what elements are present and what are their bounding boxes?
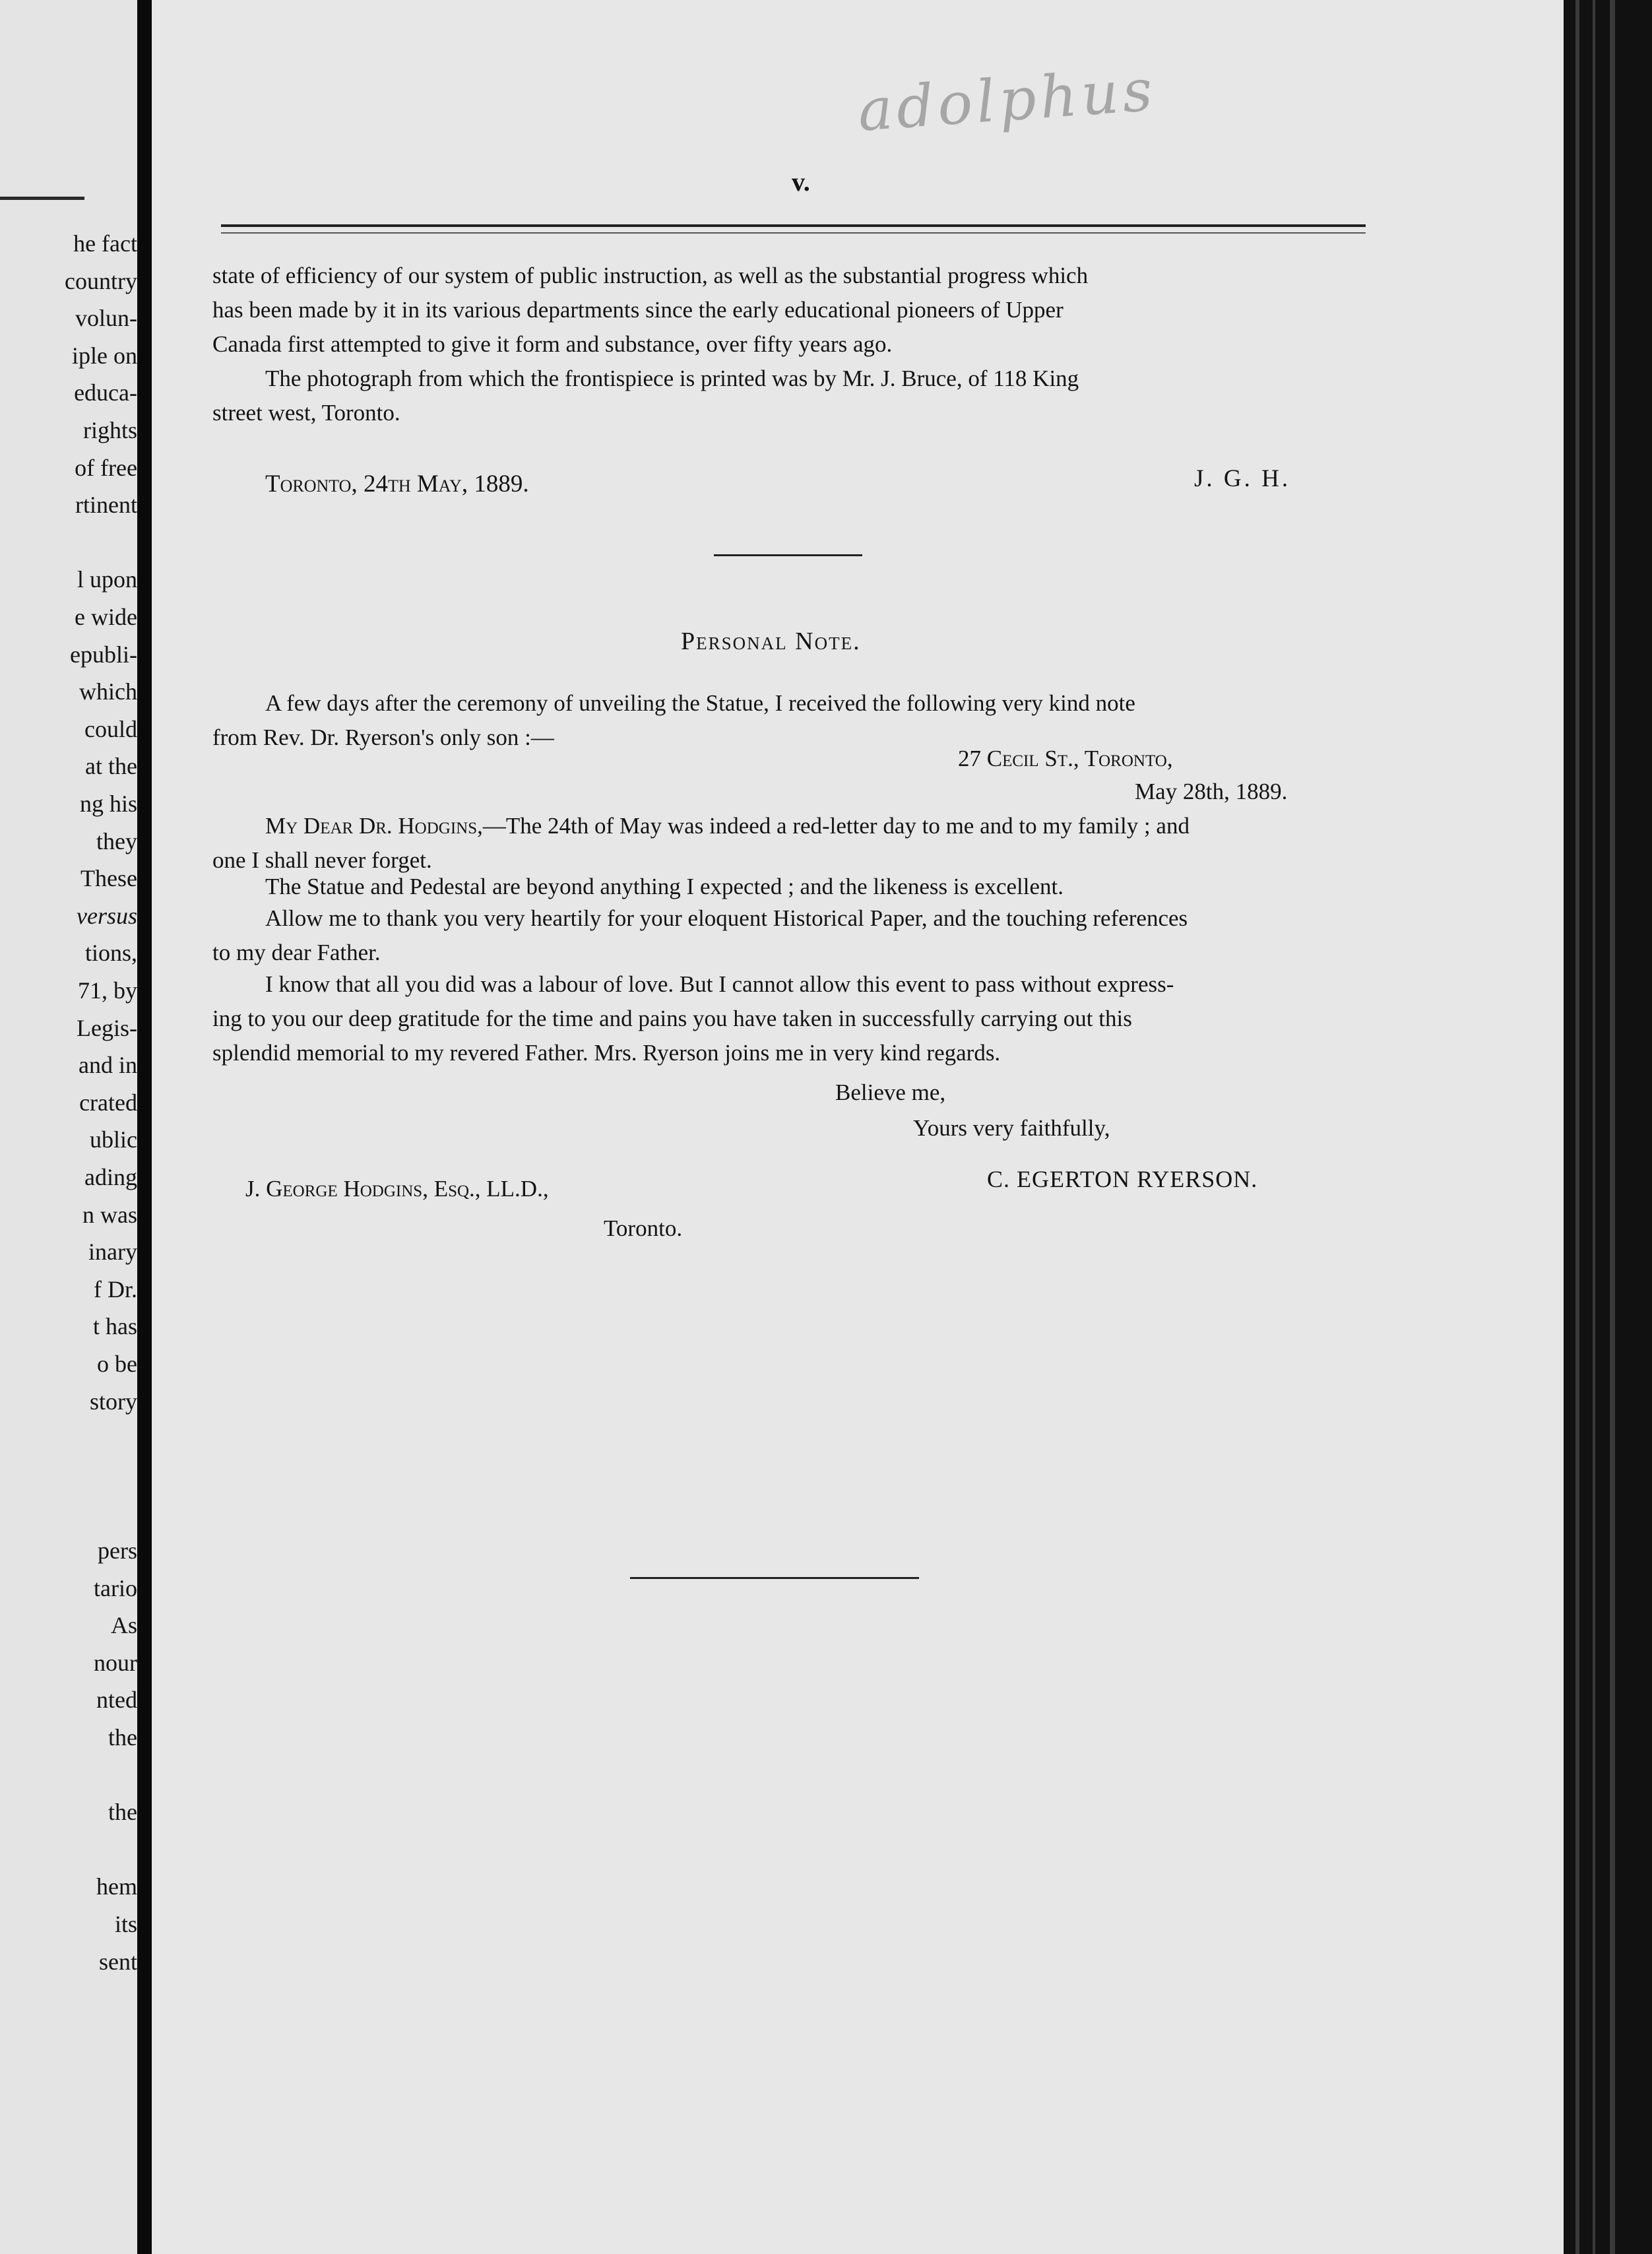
facing-page-line: rtinent: [75, 492, 137, 519]
facing-page-line: iple on: [72, 342, 137, 369]
text-line: to my dear Father.: [212, 940, 381, 965]
text-line: ing to you our deep gratitude for the time and pains you have taken in successfully carrying out this: [212, 1006, 1132, 1031]
facing-page-line: nour: [94, 1649, 137, 1676]
header-rule-thin: [221, 232, 1366, 234]
text-line: one I shall never forget.: [212, 847, 432, 873]
header-rule: [221, 224, 1366, 227]
letter-recipient: J. George Hodgins, Esq., LL.D.,: [245, 1176, 549, 1202]
facing-page-line: ublic: [90, 1126, 137, 1153]
facing-page-line: of free: [75, 454, 137, 481]
intro-paragraph: [212, 686, 1380, 755]
letter-paragraph-3: [212, 901, 1380, 970]
facing-page-line: he fact: [73, 230, 137, 257]
facing-page-line: tions,: [84, 940, 137, 967]
facing-page-line: e wide: [75, 604, 137, 630]
facing-page-line: rights: [82, 417, 137, 443]
text-line: I know that all you did was a labour of love. But I cannot allow this event to pass without express-: [265, 971, 1174, 997]
page-edge: [1564, 0, 1652, 2254]
facing-page-fragment: [0, 0, 137, 2254]
section-heading: Personal Note.: [681, 628, 861, 655]
letter-closing: Believe me,: [835, 1079, 946, 1105]
facing-page-line: As: [110, 1612, 137, 1639]
facing-page-line: the: [108, 1799, 137, 1826]
preface-place-date: Toronto, 24th May, 1889.: [265, 470, 529, 498]
facing-page-line: its: [114, 1911, 137, 1937]
facing-page-line: 71, by: [78, 977, 137, 1004]
facing-page-line: n was: [82, 1201, 137, 1228]
facing-page-line: versus: [77, 902, 137, 929]
facing-page-line: ading: [84, 1164, 137, 1190]
facing-page-line: epubli-: [70, 641, 137, 668]
facing-page-rule: [0, 197, 84, 200]
facing-page-line: These: [80, 865, 137, 892]
handwritten-annotation: adolphus: [855, 55, 1159, 145]
facing-page-line: pers: [98, 1537, 137, 1564]
text-line: My Dear Dr. Hodgins,—The 24th of May was indeed a red-letter day to me and to my family ; and: [265, 813, 1190, 839]
text-line: street west, Toronto.: [212, 400, 400, 426]
facing-page-line: and in: [79, 1052, 137, 1079]
facing-page-line: crated: [79, 1089, 137, 1116]
letter-paragraph-1: [212, 809, 1380, 878]
facing-page-line: f Dr.: [94, 1275, 137, 1303]
salutation: My Dear Dr. Hodgins,: [265, 813, 483, 839]
letter-paragraph-4: [212, 967, 1380, 1070]
letter-date: May 28th, 1889.: [1135, 779, 1288, 804]
facing-page-line: o be: [97, 1351, 137, 1377]
book-gutter: [137, 0, 152, 2254]
facing-page-line: tario: [94, 1574, 137, 1601]
text-line: from Rev. Dr. Ryerson's only son :—: [212, 724, 554, 750]
text-line: Allow me to thank you very heartily for your eloquent Historical Paper, and the touching references: [265, 905, 1188, 931]
letter-paragraph-2: [212, 870, 1380, 904]
facing-page-line: l upon: [77, 566, 137, 593]
facing-page-line: volun-: [75, 305, 137, 332]
preface-paragraph: [212, 259, 1380, 362]
end-divider: [630, 1577, 919, 1579]
text-line: A few days after the ceremony of unveiling the Statue, I received the following very kind note: [265, 690, 1135, 716]
photo-credit-paragraph: [212, 362, 1380, 430]
facing-page-line: inary: [88, 1239, 137, 1266]
facing-page-line: which: [79, 678, 137, 705]
preface-initials: J. G. H.: [1194, 465, 1291, 492]
facing-page-line: they: [96, 827, 137, 854]
facing-page-line: the: [108, 1724, 137, 1751]
text-line: Canada first attempted to give it form and substance, over fifty years ago.: [212, 331, 893, 357]
text-line: has been made by it in its various departments since the early educational pioneers of Upper: [212, 297, 1064, 323]
text-line: The Statue and Pedestal are beyond anything I expected ; and the likeness is excellent.: [265, 874, 1064, 899]
letter-closing: Yours very faithfully,: [913, 1115, 1110, 1141]
facing-page-line: country: [65, 267, 137, 294]
facing-page-line: Legis-: [77, 1014, 137, 1041]
text-line: state of efficiency of our system of public instruction, as well as the substantial progress which: [212, 263, 1089, 288]
letter-address: 27 Cecil St., Toronto,: [958, 746, 1173, 771]
facing-page-line: educa-: [74, 379, 137, 406]
page-number: v.: [792, 167, 810, 197]
text-line: The photograph from which the frontispiece is printed was by Mr. J. Bruce, of 118 King: [265, 366, 1079, 391]
facing-page-line: hem: [96, 1873, 137, 1900]
section-divider: [714, 554, 862, 556]
facing-page-line: story: [90, 1388, 137, 1415]
facing-page-line: nted: [96, 1687, 137, 1714]
letter-recipient-city: Toronto.: [604, 1215, 683, 1241]
facing-page-line: ng his: [79, 790, 137, 817]
text-line: splendid memorial to my revered Father. Mrs. Ryerson joins me in very kind regards.: [212, 1040, 1001, 1066]
facing-page-line: could: [84, 715, 137, 742]
facing-page-line: sent: [99, 1948, 137, 1975]
facing-page-line: t has: [93, 1313, 137, 1340]
facing-page-line: at the: [85, 753, 137, 780]
letter-signature: C. EGERTON RYERSON.: [987, 1166, 1258, 1192]
